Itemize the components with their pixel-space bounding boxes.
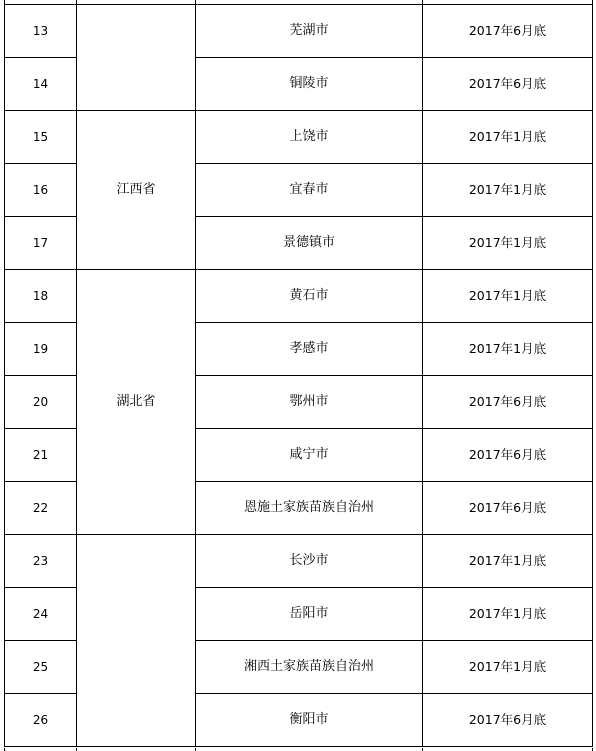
city-cell: 鄂州市: [196, 376, 423, 429]
row-number: 26: [5, 694, 77, 747]
date-cell: 2017年1月底: [423, 270, 593, 323]
data-table: [4, 4, 593, 747]
date-cell: 2017年1月底: [423, 323, 593, 376]
city-cell: 芜湖市: [196, 5, 423, 58]
table-row: [5, 111, 593, 164]
date-cell: 2017年6月底: [423, 429, 593, 482]
row-number: 14: [5, 58, 77, 111]
city-cell: 衡阳市: [196, 694, 423, 747]
city-cell: 宜春市: [196, 164, 423, 217]
date-cell: 2017年6月底: [423, 58, 593, 111]
row-number: 16: [5, 164, 77, 217]
row-number: 19: [5, 323, 77, 376]
city-cell: 长沙市: [196, 535, 423, 588]
date-cell: 2017年1月底: [423, 111, 593, 164]
row-number: 17: [5, 217, 77, 270]
city-cell: 湘西土家族苗族自治州: [196, 641, 423, 694]
row-number: 20: [5, 376, 77, 429]
date-cell: 2017年1月底: [423, 217, 593, 270]
date-cell: 2017年1月底: [423, 535, 593, 588]
city-cell: 铜陵市: [196, 58, 423, 111]
city-cell: 景德镇市: [196, 217, 423, 270]
city-schedule-table: [4, 4, 593, 747]
row-number: 21: [5, 429, 77, 482]
city-cell: 孝感市: [196, 323, 423, 376]
table-row: [5, 5, 593, 58]
row-number: 13: [5, 5, 77, 58]
province-cell: 江西省: [77, 111, 196, 270]
date-cell: 2017年1月底: [423, 641, 593, 694]
row-number: 18: [5, 270, 77, 323]
city-cell: 黄石市: [196, 270, 423, 323]
date-cell: 2017年1月底: [423, 588, 593, 641]
city-cell: 咸宁市: [196, 429, 423, 482]
province-cell: [77, 535, 196, 747]
table-row: [5, 270, 593, 323]
date-cell: 2017年1月底: [423, 164, 593, 217]
date-cell: 2017年6月底: [423, 376, 593, 429]
date-cell: 2017年6月底: [423, 5, 593, 58]
row-number: 24: [5, 588, 77, 641]
date-cell: 2017年6月底: [423, 482, 593, 535]
province-cell: [77, 5, 196, 111]
row-number: 15: [5, 111, 77, 164]
city-cell: 恩施土家族苗族自治州: [196, 482, 423, 535]
row-number: 25: [5, 641, 77, 694]
province-cell: 湖北省: [77, 270, 196, 535]
city-cell: 上饶市: [196, 111, 423, 164]
table-row: [5, 535, 593, 588]
row-number: 23: [5, 535, 77, 588]
date-cell: 2017年6月底: [423, 694, 593, 747]
city-cell: 岳阳市: [196, 588, 423, 641]
row-number: 22: [5, 482, 77, 535]
